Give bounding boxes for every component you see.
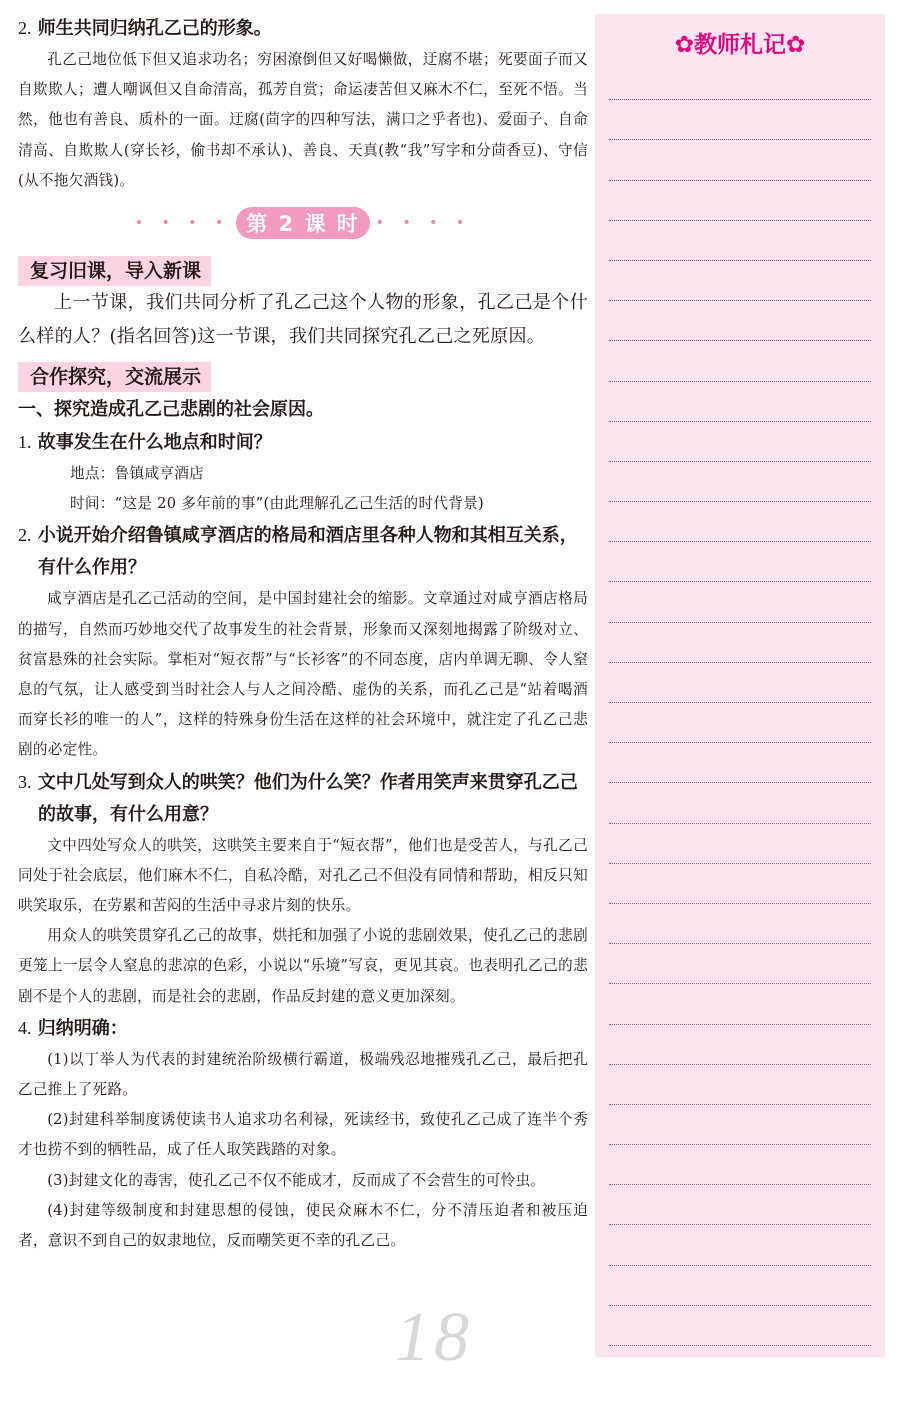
note-line	[609, 904, 871, 944]
note-line	[609, 944, 871, 984]
flower-icon: ✿	[786, 32, 806, 58]
note-line	[609, 1025, 871, 1065]
note-line	[609, 181, 871, 221]
note-line	[609, 100, 871, 140]
question-1	[18, 426, 588, 459]
note-line	[609, 261, 871, 301]
note-line	[609, 140, 871, 180]
note-line	[609, 221, 871, 261]
question-3-answer-a: 文中四处写众人的哄笑，这哄笑主要来自于“短衣帮”，他们也是受苦人，与孔乙己同处于社会底层，他们麻木不仁，自私冷酷，对孔乙己不但没有同情和帮助，相反只知哄笑取乐，在劳累和苦闷的生活中寻求片刻的快乐。	[18, 836, 588, 915]
main-column	[18, 12, 588, 1256]
note-line	[609, 1185, 871, 1225]
question-3-text: 文中几处写到众人的哄笑？他们为什么笑？作者用笑声来贯穿孔乙己的故事，有什么用意？	[37, 771, 578, 825]
section-2-heading	[18, 12, 588, 45]
note-line	[609, 1306, 871, 1346]
note-line	[609, 743, 871, 783]
lesson-divider	[18, 202, 588, 244]
note-line	[609, 582, 871, 622]
flower-icon: ✿	[674, 32, 694, 58]
teacher-notes-label: 教师札记	[694, 32, 786, 58]
divider-dots-left: • • • •	[134, 215, 231, 232]
note-line	[609, 422, 871, 462]
section-2-title: 师生共同归纳孔乙己的形象。	[37, 18, 272, 39]
question-2	[18, 519, 588, 584]
note-line	[609, 663, 871, 703]
section-2-number: 2.	[18, 18, 32, 38]
teacher-notes-sidebar	[595, 14, 885, 1357]
question-2-text: 小说开始介绍鲁镇咸亨酒店的格局和酒店里各种人物和其相互关系，有什么作用？	[37, 525, 578, 579]
note-line	[609, 542, 871, 582]
question-4	[18, 1012, 588, 1045]
note-line	[609, 1225, 871, 1265]
note-line	[609, 301, 871, 341]
conclusion-item-2: (2)封建科举制度诱使读书人追求功名利禄，死读经书，致使孔乙己成了连半个秀才也捞不到的牺牲品，成了任人取笑践踏的对象。	[18, 1111, 588, 1159]
note-line	[609, 1065, 871, 1105]
note-line	[609, 1266, 871, 1306]
question-1-number: 1.	[18, 432, 32, 453]
teacher-notes-title	[595, 30, 885, 60]
note-line	[609, 623, 871, 663]
section-2-body: 孔乙己地位低下但又追求功名；穷困潦倒但又好喝懒做，迂腐不堪；死要面子而又自欺欺人；遭人嘲讽但又自命清高，孤芳自赏；命运凄苦但又麻木不仁，至死不悟。当然，他也有善良、质朴的一面。迂腐(茴字的四种写法，满口之乎者也)、爱面子、自命清高、自欺欺人(穿长衫，偷书却不承认)、善良、天真(教“我”写字和分茴香豆)、守信(从不拖欠酒钱)。	[18, 51, 588, 189]
question-3-answer-b: 用众人的哄笑贯穿孔乙己的故事，烘托和加强了小说的悲剧效果，使孔乙己的悲剧更笼上一层令人窒息的悲凉的色彩，小说以“乐境”写哀，更见其哀。也表明孔乙己的悲剧不是个人的悲剧，而是社会的悲剧，作品反封建的意义更加深刻。	[18, 927, 588, 1005]
question-2-number: 2.	[18, 525, 32, 546]
conclusion-item-4: (4)封建等级制度和封建思想的侵蚀，使民众麻木不仁，分不清压迫者和被压迫者，意识不到自己的奴隶地位，反而嘲笑更不幸的孔乙己。	[18, 1201, 588, 1250]
note-line	[609, 502, 871, 542]
note-line	[609, 382, 871, 422]
question-3-number: 3.	[18, 771, 32, 792]
question-1-place: 地点：鲁镇咸亨酒店	[70, 465, 205, 483]
conclusion-item-3: (3)封建文化的毒害，使孔乙己不仅不能成才，反而成了不会营生的可怜虫。	[47, 1171, 546, 1189]
review-text: 上一节课，我们共同分析了孔乙己这个人物的形象，孔乙己是个什么样的人？(指名回答)这一节课，我们共同探究孔乙己之死原因。	[18, 292, 588, 348]
conclusion-item-1: (1)以丁举人为代表的封建统治阶级横行霸道，极端残忍地摧残孔乙己，最后把孔乙己推上了死路。	[18, 1050, 588, 1099]
note-line	[609, 783, 871, 823]
page-number: 18	[395, 1299, 473, 1376]
review-tag: 复习旧课，导入新课	[18, 256, 211, 286]
note-line	[609, 864, 871, 904]
divider-dots-right: • • • •	[375, 215, 472, 232]
question-3	[18, 766, 588, 831]
note-line	[609, 824, 871, 864]
part-1-title: 一、探究造成孔乙己悲剧的社会原因。	[18, 399, 324, 421]
explore-tag: 合作探究，交流展示	[18, 362, 211, 392]
note-line	[609, 462, 871, 502]
question-4-text: 归纳明确：	[37, 1017, 128, 1039]
note-line	[609, 703, 871, 743]
question-4-number: 4.	[18, 1017, 32, 1038]
note-line	[609, 1145, 871, 1185]
note-lines	[609, 60, 871, 1346]
lesson-label: 第 2 课 时	[236, 207, 370, 239]
question-2-answer: 咸亨酒店是孔乙己活动的空间，是中国封建社会的缩影。文章通过对咸亨酒店格局的描写，自然而巧妙地交代了故事发生的社会背景，形象而又深刻地揭露了阶级对立、贫富悬殊的社会实际。掌柜对“短衣帮”与“长衫客”的不同态度，店内单调无聊、令人窒息的气氛，让人感受到当时社会人与人之间冷酷、虚伪的关系，而孔乙己是“站着喝酒而穿长衫的唯一的人”，这样的特殊身份生活在这样的社会环境中，就注定了孔乙己悲剧的必定性。	[18, 590, 588, 759]
note-line	[609, 60, 871, 100]
question-1-time: 时间：“这是 20 多年前的事”(由此理解孔乙己生活的时代背景)	[70, 495, 485, 513]
note-line	[609, 341, 871, 381]
note-line	[609, 1105, 871, 1145]
question-1-text: 故事发生在什么地点和时间？	[37, 432, 272, 454]
note-line	[609, 984, 871, 1024]
